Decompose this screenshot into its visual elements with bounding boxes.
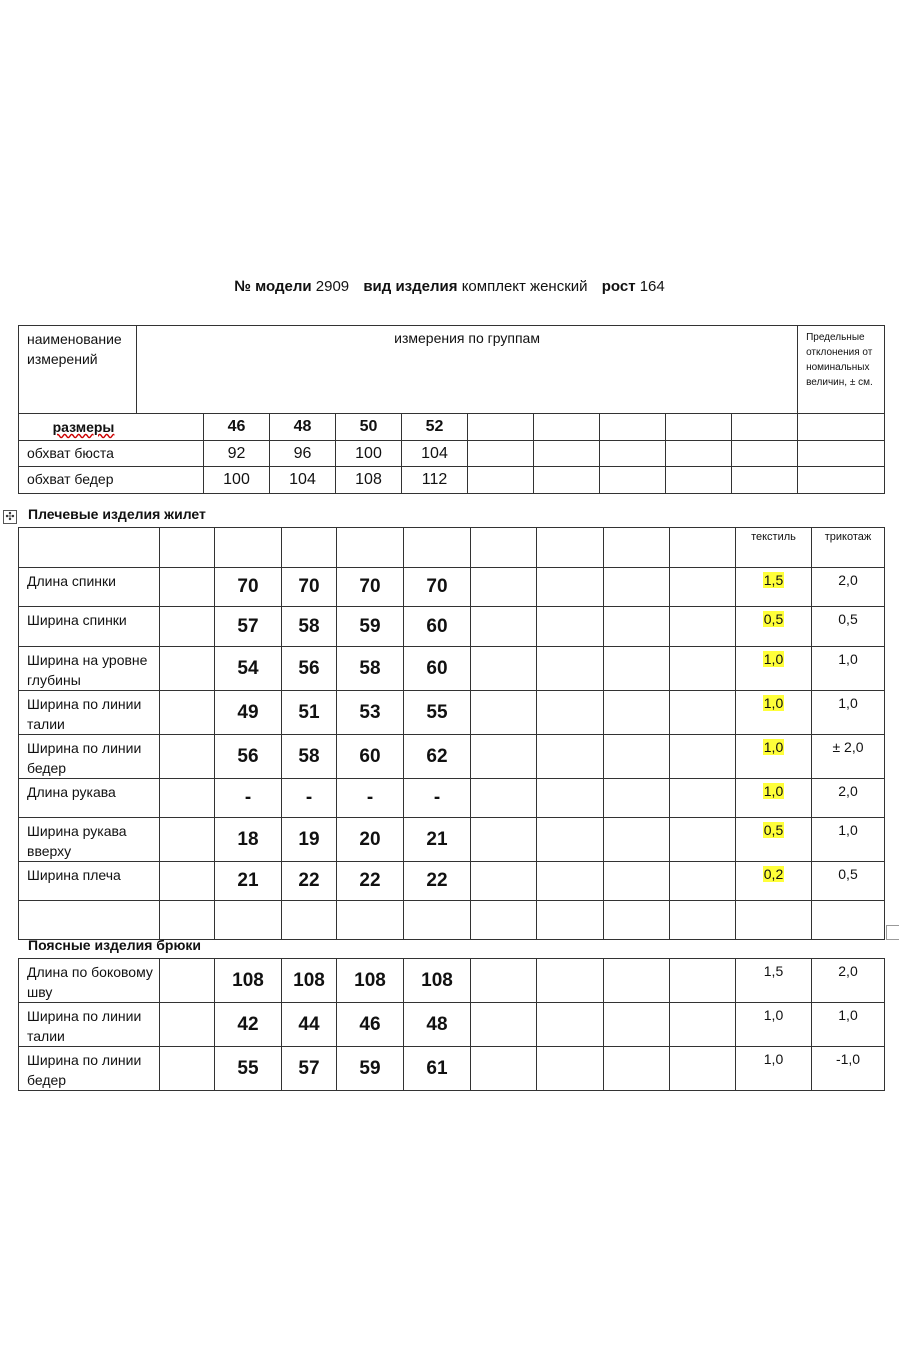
size-48: 48: [270, 414, 336, 441]
cell-50: -: [337, 779, 404, 818]
cell-48: 57: [282, 1047, 337, 1091]
move-anchor-icon[interactable]: ✣: [3, 510, 17, 524]
type-label: вид изделия: [363, 278, 458, 295]
hips-48: 104: [270, 467, 336, 494]
cell-52: -: [404, 779, 471, 818]
size-52: 52: [402, 414, 468, 441]
header-table: [18, 325, 885, 494]
cell-46: -: [215, 779, 282, 818]
table-row: [19, 779, 885, 818]
col-knit: трикотаж: [812, 528, 885, 568]
row-label: Длина рукава: [19, 779, 160, 818]
height-label: рост: [601, 278, 636, 295]
bust-46: 92: [204, 441, 270, 467]
row-hips-label: обхват бедер: [19, 467, 204, 494]
cell-52: 48: [404, 1003, 471, 1047]
table-row: [19, 818, 885, 862]
vest-section-title: Плечевые изделия жилет: [28, 506, 206, 522]
cell-knit: ± 2,0: [812, 735, 885, 779]
sizes-label: размеры: [19, 414, 204, 441]
cell-textile: 1,0: [736, 1047, 812, 1091]
cell-knit: 1,0: [812, 691, 885, 735]
cell-48: 56: [282, 647, 337, 691]
table-row: [19, 1047, 885, 1091]
height-value: 164: [639, 278, 665, 295]
cell-52: 108: [404, 959, 471, 1003]
cell-textile: 1,0: [736, 691, 812, 735]
cell-46: 70: [215, 568, 282, 607]
cell-48: 51: [282, 691, 337, 735]
cell-52: 21: [404, 818, 471, 862]
cell-textile: 1,0: [736, 647, 812, 691]
cell-knit: 0,5: [812, 607, 885, 647]
page-title: [0, 278, 899, 295]
cell-48: 70: [282, 568, 337, 607]
cell-52: 61: [404, 1047, 471, 1091]
cell-46: 18: [215, 818, 282, 862]
cell-48: 58: [282, 735, 337, 779]
table-row: [19, 607, 885, 647]
row-label: Ширина по линии бедер: [19, 1047, 160, 1091]
cell-46: 57: [215, 607, 282, 647]
row-label: Ширина спинки: [19, 607, 160, 647]
pants-table: [18, 958, 885, 1091]
table-row: [19, 735, 885, 779]
cell-52: 60: [404, 647, 471, 691]
row-label: Ширина по линии талии: [19, 1003, 160, 1047]
cell-knit: 1,0: [812, 1003, 885, 1047]
cell-46: 55: [215, 1047, 282, 1091]
cell-52: 60: [404, 607, 471, 647]
name-header: наименование измерений: [19, 326, 137, 414]
row-label: Ширина по линии талии: [19, 691, 160, 735]
table-resize-handle[interactable]: [886, 925, 899, 940]
vest-table: [18, 527, 885, 940]
cell-textile: 0,2: [736, 862, 812, 901]
hips-46: 100: [204, 467, 270, 494]
cell-50: 22: [337, 862, 404, 901]
size-50: 50: [336, 414, 402, 441]
cell-52: 55: [404, 691, 471, 735]
cell-46: 42: [215, 1003, 282, 1047]
row-label: Ширина на уровне глубины: [19, 647, 160, 691]
cell-knit: 2,0: [812, 779, 885, 818]
cell-48: 19: [282, 818, 337, 862]
cell-textile: 1,0: [736, 735, 812, 779]
cell-textile: 0,5: [736, 607, 812, 647]
hips-52: 112: [402, 467, 468, 494]
cell-textile: 1,5: [736, 568, 812, 607]
cell-48: 22: [282, 862, 337, 901]
cell-48: 108: [282, 959, 337, 1003]
cell-46: 54: [215, 647, 282, 691]
cell-48: 44: [282, 1003, 337, 1047]
cell-knit: -1,0: [812, 1047, 885, 1091]
cell-52: 70: [404, 568, 471, 607]
type-value: комплект женский: [461, 278, 588, 295]
row-label: Длина спинки: [19, 568, 160, 607]
size-46: 46: [204, 414, 270, 441]
table-row: [19, 901, 885, 940]
cell-50: 59: [337, 607, 404, 647]
cell-46: 56: [215, 735, 282, 779]
cell-knit: 2,0: [812, 568, 885, 607]
cell-52: 62: [404, 735, 471, 779]
row-label: Ширина рукава вверху: [19, 818, 160, 862]
cell-50: 59: [337, 1047, 404, 1091]
cell-knit: 0,5: [812, 862, 885, 901]
bust-48: 96: [270, 441, 336, 467]
cell-50: 70: [337, 568, 404, 607]
hips-50: 108: [336, 467, 402, 494]
bust-50: 100: [336, 441, 402, 467]
model-value: 2909: [315, 278, 350, 295]
cell-50: 60: [337, 735, 404, 779]
bust-52: 104: [402, 441, 468, 467]
col-textile: текстиль: [736, 528, 812, 568]
groups-header: измерения по группам: [137, 326, 798, 414]
row-label: Ширина плеча: [19, 862, 160, 901]
model-label: № модели: [234, 278, 312, 295]
cell-50: 108: [337, 959, 404, 1003]
row-label: Длина по боковому шву: [19, 959, 160, 1003]
table-row: [19, 568, 885, 607]
tolerance-header: Предельные отклонения от номинальных величин, ± см.: [798, 326, 885, 414]
table-row: [19, 1003, 885, 1047]
table-row: [19, 691, 885, 735]
table-row: [19, 959, 885, 1003]
cell-46: 108: [215, 959, 282, 1003]
cell-52: 22: [404, 862, 471, 901]
table-row: [19, 862, 885, 901]
cell-textile: 1,5: [736, 959, 812, 1003]
cell-textile: 1,0: [736, 1003, 812, 1047]
table-row: [19, 647, 885, 691]
row-label: Ширина по линии бедер: [19, 735, 160, 779]
cell-knit: 1,0: [812, 647, 885, 691]
cell-48: -: [282, 779, 337, 818]
cell-50: 53: [337, 691, 404, 735]
cell-knit: 2,0: [812, 959, 885, 1003]
pants-section-title: Поясные изделия брюки: [28, 937, 202, 953]
row-bust-label: обхват бюста: [19, 441, 204, 467]
cell-textile: 0,5: [736, 818, 812, 862]
cell-50: 46: [337, 1003, 404, 1047]
cell-knit: 1,0: [812, 818, 885, 862]
cell-textile: 1,0: [736, 779, 812, 818]
cell-48: 58: [282, 607, 337, 647]
cell-50: 58: [337, 647, 404, 691]
cell-46: 49: [215, 691, 282, 735]
cell-50: 20: [337, 818, 404, 862]
cell-46: 21: [215, 862, 282, 901]
